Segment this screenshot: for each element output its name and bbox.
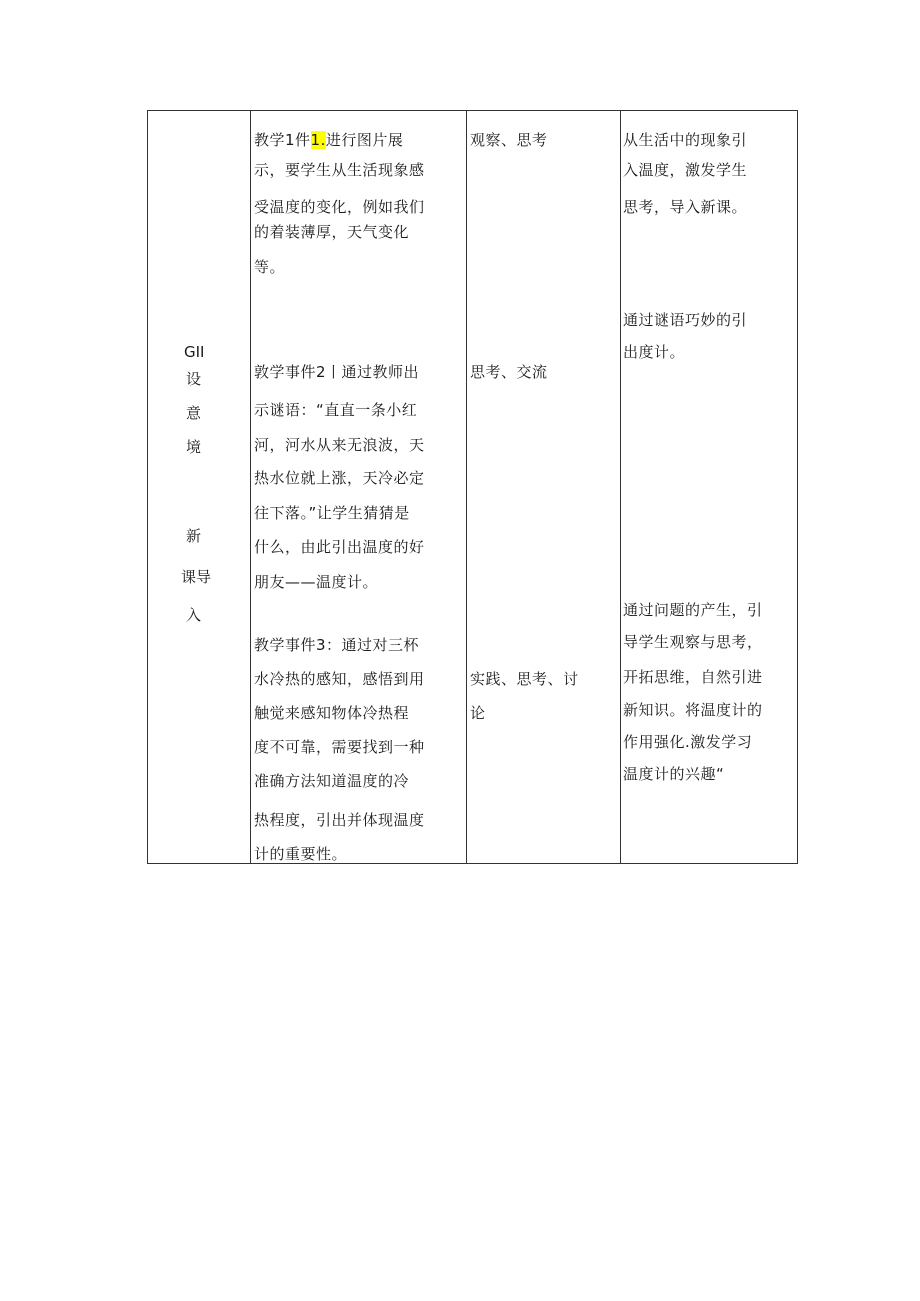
event-text-line: 教学事件3：通过对三杯	[254, 636, 420, 654]
event-text-line: 准确方法知道温度的冷	[254, 772, 410, 790]
stage-label: 新	[186, 527, 202, 545]
column-divider	[620, 111, 621, 863]
highlighted-number: 1.	[310, 131, 326, 149]
event-text-line: 往下落。”让学生猜猜是	[254, 504, 410, 522]
stage-label: 意	[186, 404, 202, 422]
event-text-line: 热水位就上涨，天冷必定	[254, 469, 425, 487]
event-text-line: 什么，由此引出温度的好	[254, 538, 425, 556]
intent-text: 新知识。将温度计的	[623, 701, 763, 719]
column-divider	[250, 111, 251, 863]
intent-text: 思考，导入新课。	[623, 198, 748, 216]
event-text: 进行图片展	[325, 131, 404, 149]
intent-text: 开拓思维，自然引进	[623, 668, 763, 686]
intent-text: 入温度，激发学生	[623, 161, 748, 179]
event-text-line: 朋友——温度计。	[254, 573, 379, 591]
column-divider	[466, 111, 467, 863]
event-text-line: 敦学事件2丨通过教师出	[254, 363, 420, 381]
intent-text: 从生活中的现象引	[623, 131, 748, 149]
event-prefix: 教学1件	[254, 131, 311, 149]
intent-text: 温度计的兴趣“	[623, 765, 725, 783]
event-text-line: 水冷热的感知，感悟到用	[254, 670, 425, 688]
stage-label: 境	[186, 438, 202, 456]
event-text-line: 示，要学生从生活现象感	[254, 161, 425, 179]
stage-label: 设	[186, 370, 202, 388]
intent-text: 通过谜语巧妙的引	[623, 311, 748, 329]
intent-text: 导学生观察与思考，	[623, 633, 763, 651]
intent-text: 通过问题的产生，引	[623, 601, 763, 619]
event-text-line: 触觉来感知物体冷热程	[254, 704, 410, 722]
stage-label: 课导	[181, 568, 212, 586]
stage-label: GII	[184, 343, 205, 361]
event-text-line: 受温度的变化，例如我们	[254, 198, 425, 216]
event-text-line: 示谜语：“直直一条小红	[254, 401, 418, 419]
intent-text: 出度计。	[623, 343, 686, 361]
activity-text: 观察、思考	[470, 131, 548, 149]
activity-text: 论	[470, 704, 486, 722]
intent-text: 作用强化.激发学习	[623, 733, 753, 751]
lesson-plan-table	[147, 110, 798, 864]
event-text-line	[254, 129, 403, 151]
event-text-line: 河，河水从来无浪波，天	[254, 436, 425, 454]
event-text-line: 的着装薄厚，天气变化	[254, 223, 410, 241]
activity-text: 实践、思考、讨	[470, 670, 579, 688]
event-text-line: 热程度，引出并体现温度	[254, 811, 425, 829]
stage-label: 入	[186, 606, 202, 624]
event-text-line: 等。	[254, 258, 286, 276]
event-text-line: 计的重要性。	[254, 845, 348, 863]
activity-text: 思考、交流	[470, 363, 548, 381]
event-text-line: 度不可靠，需要找到一种	[254, 738, 425, 756]
